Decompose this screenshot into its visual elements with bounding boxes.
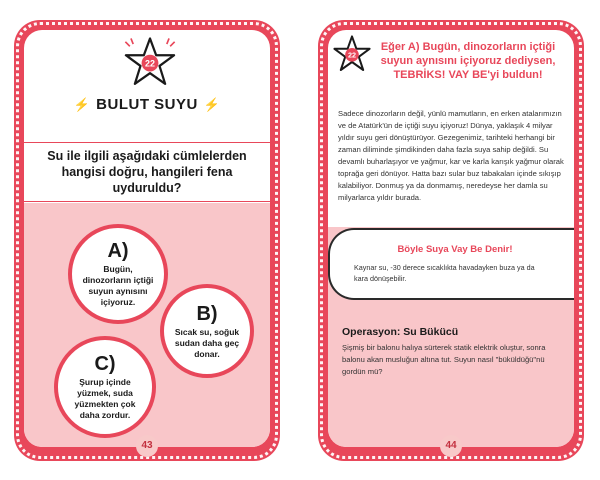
left-card-inner (24, 30, 270, 447)
option-b[interactable] (160, 284, 254, 378)
option-a[interactable] (68, 224, 168, 324)
card-title (24, 96, 270, 113)
option-text: Bugün, dinozorların içtiği suyun aynısını içiyoruz. (82, 264, 154, 307)
callout-text: Kaynar su, -30 derece sıcaklıkta havadayken buza ya da kara dönüşebilir. (354, 263, 535, 283)
page-number: 43 (136, 435, 158, 457)
option-letter: B) (196, 302, 218, 325)
callout-box (328, 228, 574, 300)
star-icon (122, 34, 178, 90)
zigzag-icon: ⚡ (203, 97, 221, 112)
operation-title: Operasyon: Su Bükücü (342, 326, 459, 338)
zigzag-icon: ⚡ (73, 97, 91, 112)
option-text: Sıcak su, soğuk sudan daha geç donar. (174, 326, 240, 359)
operation-text: Şişmiş bir balonu halıya sürterek statik elektrik oluştur, sonra balonu akan musluğun altına tut. Suyun nasıl "büküldüğü"nü gordün mü? (342, 343, 546, 376)
answer-body: Sadece dinozorların değil, yünlü mamutların, en erken atalarımızın ve de Atatürk'ün de içtiği suyu içiyoruz! Dünya, yaklaşık 4 milyar yıldır suyu geri dönüştürüyor. Gezegenimiz, tarihteki herhangi bir zaman diliminde şimdikinden daha fazla suya sahip değildi. Su devamlı buharlaşıyor ve yağmur, kar ve karla karışık yağmur olarak toprağa geri dönüyor. Hatta bazı sular buz tabakaları içinde sıkışıp kalabiliyor. Donmuş ya da donmamış, neredeyse her damla su milyarlarca yıldır burada. (338, 109, 564, 202)
right-card-inner (328, 30, 574, 447)
badge-number: 22 (145, 58, 155, 69)
answer-headline: Eğer A) Bugün, dinozorların içtiği suyun aynısını içiyoruz dediysen, TEBRİKS! VAY BE'yi buldun! (380, 41, 556, 81)
option-text: Şurup içinde yüzmek, suda yüzmekten çok daha zordur. (74, 377, 136, 420)
question-text: Su ile ilgili aşağıdaki cümlelerden hangisi doğru, hangileri fena uyduruldu? (24, 142, 270, 202)
star-icon (332, 34, 372, 74)
left-card (14, 20, 280, 461)
page-number: 44 (440, 435, 462, 457)
right-card (318, 20, 584, 461)
option-letter: C) (94, 353, 116, 375)
callout-title: Böyle Suya Vay Be Denir! (397, 244, 513, 255)
card-title-text: BULUT SUYU (96, 96, 198, 113)
option-letter: A) (107, 240, 129, 262)
badge-number: 22 (348, 50, 356, 60)
option-c[interactable] (54, 336, 156, 438)
